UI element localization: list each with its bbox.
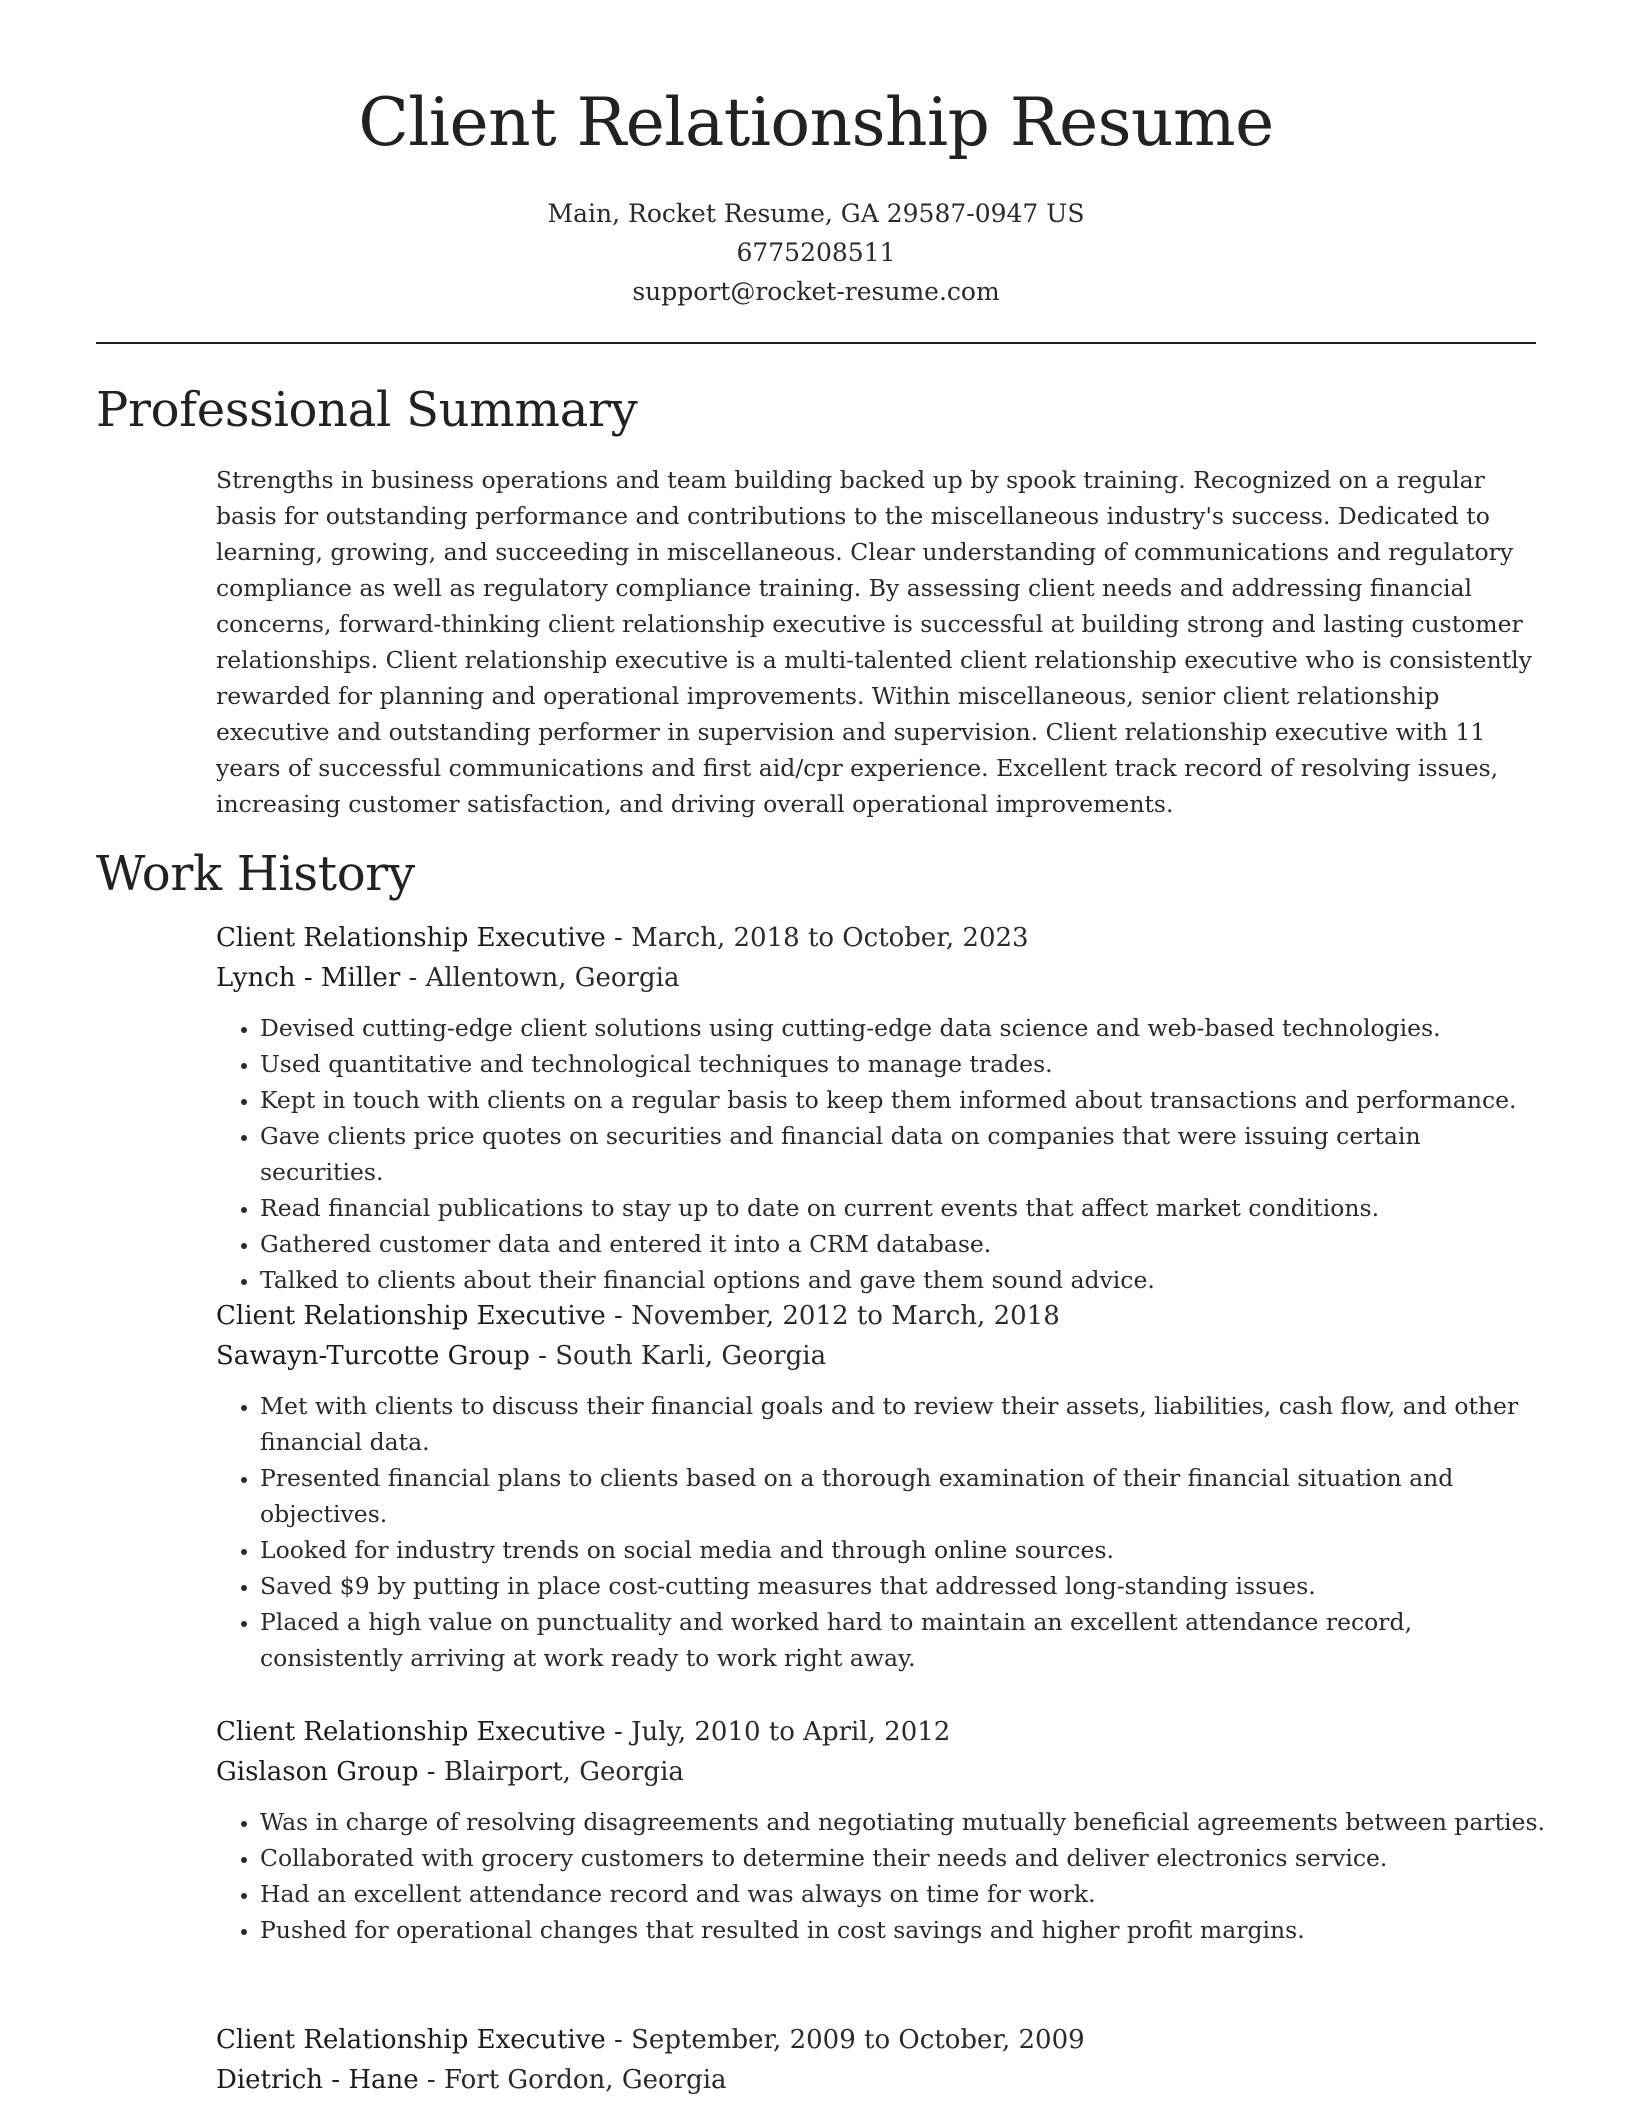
job-bullet: • Used quantitative and technological techniques to manage trades.	[260, 1046, 1546, 1082]
job-location: Fort Gordon, Georgia	[444, 2065, 727, 2095]
job-title-line: Client Relationship Executive - March, 2018 to October, 2023	[216, 923, 1029, 953]
job-entry	[216, 1296, 1546, 1676]
job-bullet: • Devised cutting-edge client solutions using cutting-edge data science and web-based technologies.	[260, 1010, 1546, 1046]
job-dates: September, 2009 to October, 2009	[631, 2025, 1085, 2055]
job-bullet: • Collaborated with grocery customers to determine their needs and deliver electronics service.	[260, 1840, 1546, 1876]
job-company: Dietrich - Hane	[216, 2065, 419, 2095]
job-dates: March, 2018 to October, 2023	[631, 923, 1029, 953]
job-bullet: • Was in charge of resolving disagreements and negotiating mutually beneficial agreements between parties.	[260, 1804, 1546, 1840]
job-bullets	[216, 1010, 1546, 1298]
job-role: Client Relationship Executive	[216, 1717, 606, 1747]
job-title-line: Client Relationship Executive - September, 2009 to October, 2009	[216, 2025, 1085, 2055]
job-bullet: • Had an excellent attendance record and was always on time for work.	[260, 1876, 1546, 1912]
job-bullet: • Read financial publications to stay up to date on current events that affect market conditions.	[260, 1190, 1546, 1226]
resume-title: Client Relationship Resume	[358, 84, 1274, 161]
job-company: Lynch - Miller	[216, 963, 401, 993]
job-dates: July, 2010 to April, 2012	[631, 1717, 951, 1747]
job-bullet: • Gathered customer data and entered it into a CRM database.	[260, 1226, 1546, 1262]
job-company: Sawayn-Turcotte Group	[216, 1341, 530, 1371]
job-location: Blairport, Georgia	[443, 1757, 684, 1787]
job-bullet: • Gave clients price quotes on securities and financial data on companies that were issuing certain securities.	[260, 1118, 1546, 1190]
job-bullet: • Pushed for operational changes that resulted in cost savings and higher profit margins.	[260, 1912, 1546, 1948]
job-role: Client Relationship Executive	[216, 1301, 606, 1331]
job-location: Allentown, Georgia	[425, 963, 680, 993]
job-company-line: Lynch - Miller - Allentown, Georgia	[216, 963, 680, 993]
job-bullet: • Presented financial plans to clients based on a thorough examination of their financial situation and objectives.	[260, 1460, 1546, 1532]
job-title-line: Client Relationship Executive - July, 2010 to April, 2012	[216, 1717, 951, 1747]
job-location: South Karli, Georgia	[555, 1341, 827, 1371]
job-bullets	[216, 1388, 1546, 1676]
job-bullets	[216, 1804, 1546, 1948]
job-role: Client Relationship Executive	[216, 923, 606, 953]
job-company-line: Dietrich - Hane - Fort Gordon, Georgia	[216, 2065, 727, 2095]
job-entry	[216, 918, 1546, 1298]
job-bullet: • Saved $9 by putting in place cost-cutting measures that addressed long-standing issues.	[260, 1568, 1546, 1604]
job-company: Gislason Group	[216, 1757, 419, 1787]
job-entry	[216, 2020, 1546, 2100]
job-bullet: • Met with clients to discuss their financial goals and to review their assets, liabilities, cash flow, and other financial data.	[260, 1388, 1546, 1460]
job-bullet: • Kept in touch with clients on a regular basis to keep them informed about transactions and performance.	[260, 1082, 1546, 1118]
job-role: Client Relationship Executive	[216, 2025, 606, 2055]
summary-heading: Professional Summary	[96, 382, 638, 438]
contact-address: Main, Rocket Resume, GA 29587-0947 US	[547, 199, 1085, 228]
contact-email: support@rocket-resume.com	[632, 277, 1000, 306]
contact-block	[0, 194, 1632, 311]
job-bullet: • Placed a high value on punctuality and worked hard to maintain an excellent attendance record, consistently arriving at work ready to work right away.	[260, 1604, 1546, 1676]
job-dates: November, 2012 to March, 2018	[631, 1301, 1060, 1331]
summary-text: Strengths in business operations and team building backed up by spook training. Recognized on a regular basis for outstanding performance and contributions to the miscellaneous industry's success. Dedicated to learning, growing, and succeeding in miscellaneous. Clear understanding of communications and regulatory compliance as well as regulatory compliance training. By assessing client needs and addressing financial concerns, forward-thinking client relationship executive is successful at building strong and lasting customer relationships. Client relationship executive is a multi-talented client relationship executive who is consistently rewarded for planning and operational improvements. Within miscellaneous, senior client relationship executive and outstanding performer in supervision and supervision. Client relationship executive with 11 years of successful communications and first aid/cpr experience. Excellent track record of resolving issues, increasing customer satisfaction, and driving overall operational improvements.	[216, 466, 1532, 818]
contact-phone: 6775208511	[736, 238, 896, 267]
work-history-heading: Work History	[96, 846, 415, 902]
job-bullet: • Looked for industry trends on social media and through online sources.	[260, 1532, 1546, 1568]
job-title-line: Client Relationship Executive - November, 2012 to March, 2018	[216, 1301, 1060, 1331]
job-entry	[216, 1712, 1546, 1948]
job-company-line: Gislason Group - Blairport, Georgia	[216, 1757, 684, 1787]
job-bullet: • Talked to clients about their financial options and gave them sound advice.	[260, 1262, 1546, 1298]
job-company-line: Sawayn-Turcotte Group - South Karli, Georgia	[216, 1341, 827, 1371]
header-divider	[96, 342, 1536, 344]
